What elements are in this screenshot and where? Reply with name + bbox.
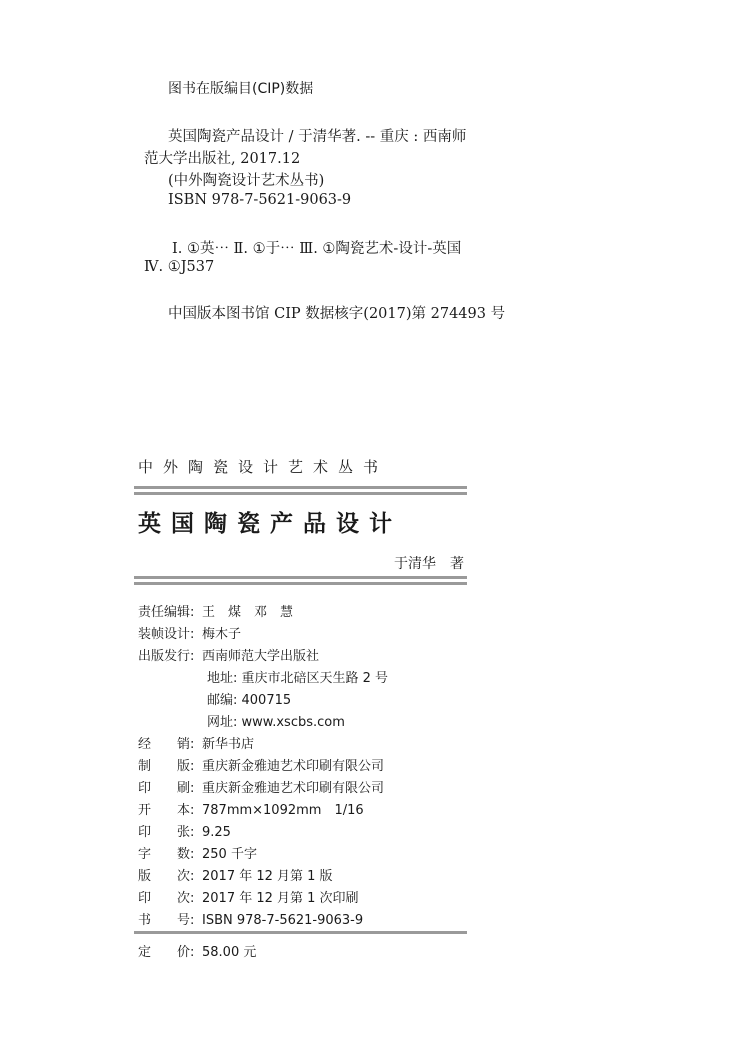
- publisher-label: 出版发行:: [138, 649, 195, 664]
- edition-value: 2017 年 12 月第 1 版: [202, 869, 333, 884]
- rule-under-author-2: [134, 582, 467, 585]
- design-value: 梅木子: [202, 627, 242, 642]
- cip-isbn: ISBN 978-7-5621-9063-9: [168, 192, 352, 208]
- row-edition: [138, 865, 333, 884]
- row-prepress: [138, 755, 384, 774]
- rule-above-price: [134, 931, 467, 934]
- cip-entry-line1: 英国陶瓷产品设计 / 于清华著. -- 重庆 : 西南师: [168, 129, 467, 145]
- cip-verification: 中国版本图书馆 CIP 数据核字(2017)第 274493 号: [168, 306, 506, 322]
- printer-label: 印 刷:: [138, 781, 195, 796]
- rule-under-author-1: [134, 576, 467, 579]
- isbn-label: 书 号:: [138, 913, 195, 928]
- row-distributor: [138, 733, 254, 752]
- editor-label: 责任编辑:: [138, 605, 195, 620]
- isbn-value: ISBN 978-7-5621-9063-9: [202, 913, 364, 928]
- printing-label: 印 次:: [138, 891, 195, 906]
- cip-series-note: (中外陶瓷设计艺术丛书): [168, 173, 325, 189]
- row-isbn: [138, 909, 363, 928]
- words-label: 字 数:: [138, 847, 195, 862]
- publisher-website[interactable]: 网址: www.xscbs.com: [207, 715, 345, 730]
- prepress-label: 制 版:: [138, 759, 195, 774]
- distributor-value: 新华书店: [202, 737, 255, 752]
- cip-entry-line2: 范大学出版社, 2017.12: [144, 151, 301, 167]
- book-title: 英国陶瓷产品设计: [138, 511, 402, 537]
- prepress-value: 重庆新金雅迪艺术印刷有限公司: [202, 759, 385, 774]
- series-name: 中外陶瓷设计艺术丛书: [138, 458, 389, 476]
- publisher-address: 地址: 重庆市北碚区天生路 2 号: [207, 671, 389, 686]
- author: 于清华 著: [394, 556, 464, 572]
- format-value: 787mm×1092mm 1/16: [202, 803, 364, 818]
- row-sheets: [138, 821, 231, 840]
- row-design: [138, 623, 241, 642]
- row-words: [138, 843, 257, 862]
- format-label: 开 本:: [138, 803, 195, 818]
- printer-value: 重庆新金雅迪艺术印刷有限公司: [202, 781, 385, 796]
- publisher-value: 西南师范大学出版社: [202, 649, 320, 664]
- row-publisher: [138, 645, 319, 664]
- double-rule-bottom: [134, 492, 467, 495]
- cip-heading: 图书在版编目(CIP)数据: [168, 81, 314, 97]
- printing-value: 2017 年 12 月第 1 次印刷: [202, 891, 359, 906]
- design-label: 装帧设计:: [138, 627, 195, 642]
- distributor-label: 经 销:: [138, 737, 195, 752]
- row-printing: [138, 887, 359, 906]
- row-printer: [138, 777, 384, 796]
- words-value: 250 千字: [202, 847, 257, 862]
- price-label: 定 价:: [138, 945, 195, 960]
- cip-subject-line1: Ⅰ. ①英⋯ Ⅱ. ①于⋯ Ⅲ. ①陶瓷艺术-设计-英国: [172, 241, 462, 257]
- publisher-postcode: 邮编: 400715: [207, 693, 292, 708]
- row-editor: [138, 601, 293, 620]
- sheets-value: 9.25: [202, 825, 231, 840]
- edition-label: 版 次:: [138, 869, 195, 884]
- cip-subject-line2: Ⅳ. ①J537: [144, 259, 215, 275]
- sheets-label: 印 张:: [138, 825, 195, 840]
- row-price: [138, 941, 256, 960]
- editor-value: 王 煤 邓 慧: [202, 605, 294, 620]
- row-format: [138, 799, 364, 818]
- price-value: 58.00 元: [202, 945, 257, 960]
- double-rule-top: [134, 486, 467, 489]
